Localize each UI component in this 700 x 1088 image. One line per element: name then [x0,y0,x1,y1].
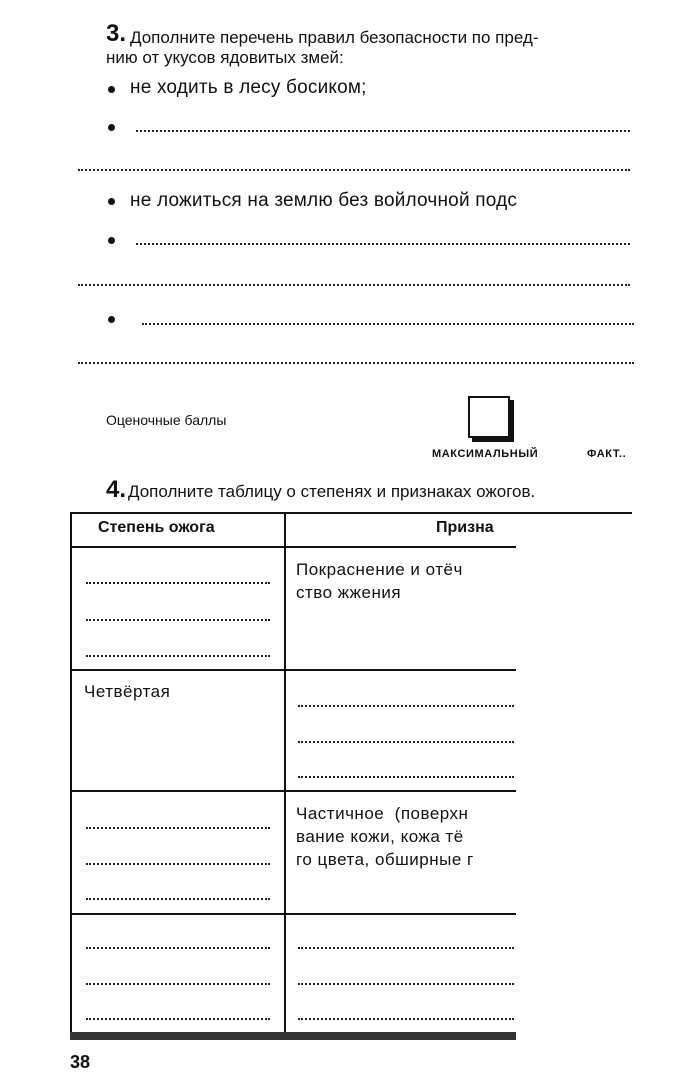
header-degree: Степень ожога [98,519,215,536]
table-border [70,913,516,915]
header-signs: Призна [436,519,494,536]
row3-signs-line2: вание кожи, кожа тё [296,827,464,846]
row1-signs-line2: ство жжения [296,583,402,602]
bullet-icon [108,316,115,323]
task3-item-2: не ложиться на землю без войлочной подс [130,190,518,211]
answer-line[interactable] [78,284,630,286]
answer-line[interactable] [78,169,630,171]
answer-line[interactable] [86,898,270,900]
answer-line[interactable] [298,741,514,743]
row3-signs-line1: Частичное (поверхн [296,804,469,823]
answer-line[interactable] [136,243,630,245]
answer-line[interactable] [298,983,514,985]
score-label: Оценочные баллы [106,412,227,428]
answer-line[interactable] [142,323,634,325]
table-border [70,512,632,514]
answer-line[interactable] [298,705,514,707]
table-border [70,546,516,548]
row3-signs-line3: го цвета, обширные г [296,850,474,869]
answer-line[interactable] [86,863,270,865]
answer-line[interactable] [86,1018,270,1020]
answer-line[interactable] [86,655,270,657]
table-border [70,790,516,792]
table-border [70,669,516,671]
answer-line[interactable] [86,947,270,949]
table-bottom-border [70,1032,516,1040]
bullet-icon [108,86,115,93]
bullet-icon [108,198,115,205]
answer-line[interactable] [298,1018,514,1020]
task3-number: 3. [106,20,127,47]
answer-line[interactable] [298,947,514,949]
answer-line[interactable] [86,619,270,621]
answer-line[interactable] [298,776,514,778]
row2-degree: Четвёртая [84,682,171,701]
task3-prompt-line2: нию от укусов ядовитых змей: [106,48,344,67]
answer-line[interactable] [78,362,634,364]
max-score-box [468,396,510,438]
row1-signs-line1: Покраснение и отёч [296,560,463,579]
page-number: 38 [70,1052,91,1072]
score-block [0,390,700,470]
answer-line[interactable] [86,983,270,985]
task4-prompt: Дополните таблицу о степенях и признаках ожогов. [128,482,536,501]
fact-score-label: ФАКТ.. [587,448,627,460]
table-border [70,512,72,1034]
task4-number: 4. [106,476,127,503]
task3-block [0,0,700,400]
bullet-icon [108,237,115,244]
answer-line[interactable] [136,130,630,132]
table-border [284,512,286,1034]
answer-line[interactable] [86,582,270,584]
bullet-icon [108,124,115,131]
task3-prompt-line1: Дополните перечень правил безопасности по пред- [130,28,539,47]
task3-item-1: не ходить в лесу босиком; [130,77,367,98]
answer-line[interactable] [86,827,270,829]
max-score-label: МАКСИМАЛЬНЫЙ [432,448,539,460]
